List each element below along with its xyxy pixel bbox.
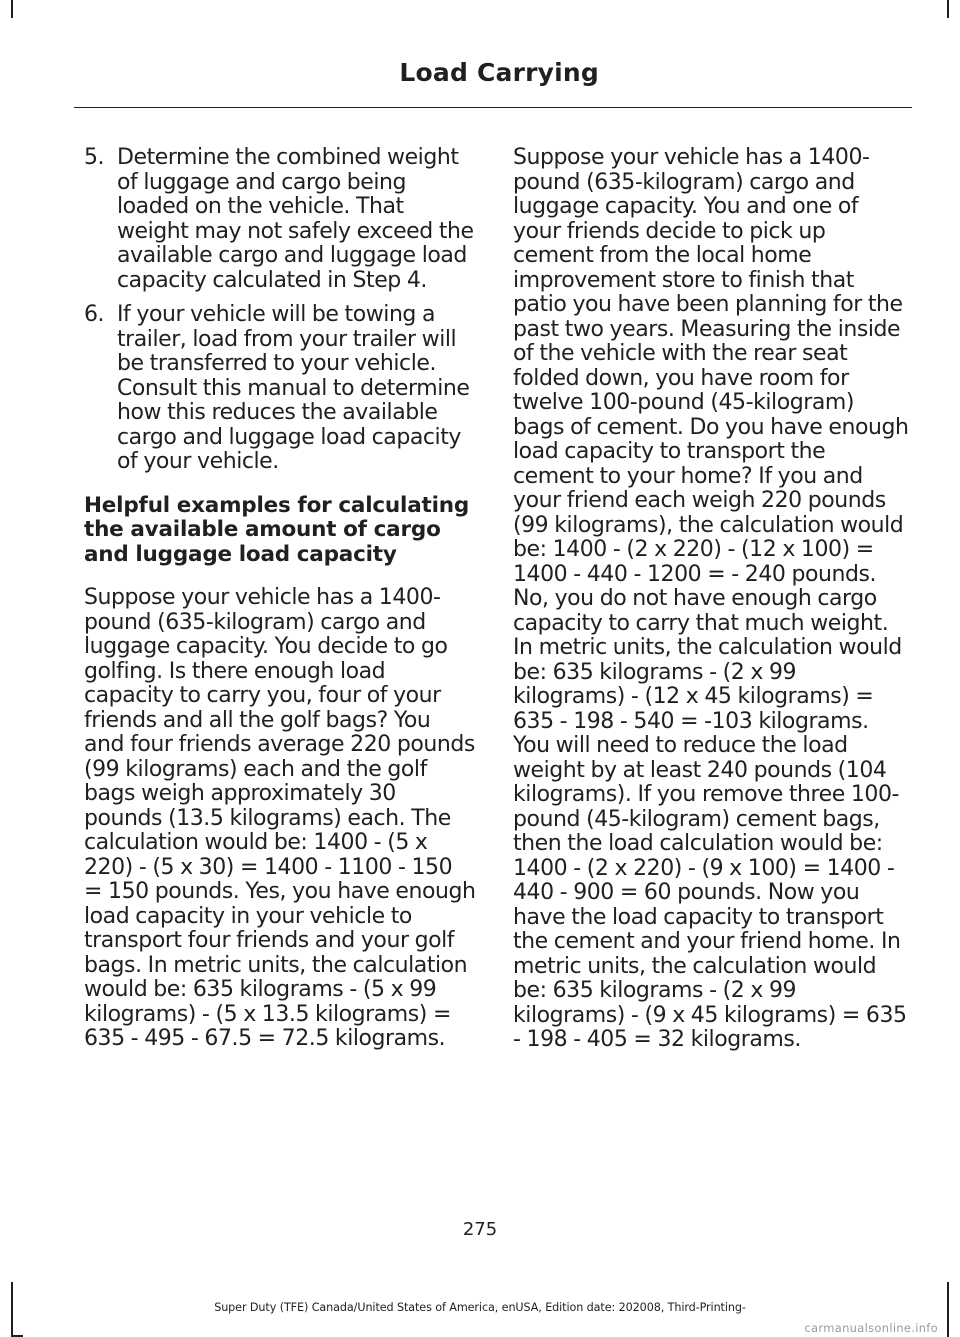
section-title: Load Carrying xyxy=(399,58,599,87)
step-list xyxy=(84,146,476,475)
step-text: If your vehicle will be towing a trailer, load from your trailer will be transferred to your vehicle. Consult this manual to determine how this reduces the available cargo and luggage load capacity of your vehicle. xyxy=(117,302,470,474)
step-number: 6. xyxy=(84,302,105,327)
left-column xyxy=(84,146,476,1052)
cement-example-paragraph: Suppose your vehicle has a 1400-pound (635-kilogram) cargo and luggage capacity. You and one of your friends decide to pick up cement from the local home improvement store to finish that patio you have been planning for the past two years. Measuring the inside of the vehicle with the rear seat folded down, you have room for twelve 100-pound (45-kilogram) bags of cement. Do you have enough load capacity to transport the cement to your home? If you and your friend each weigh 220 pounds (99 kilograms), the calculation would be: 1400 - (2 x 220) - (12 x 100) = 1400 - 440 - 1200 = - 240 pounds. No, you do not have enough cargo capacity to carry that much weight. In metric units, the calculation would be: 635 kilograms - (2 x 99 kilograms) - (12 x 45 kilograms) = 635 - 198 - 540 = -103 kilograms. You will need to reduce the load weight by at least 240 pounds (104 kilograms). If you remove three 100-pound (45-kilogram) cement bags, then the load calculation would be: 1400 - (2 x 220) - (9 x 100) = 1400 - 440 - 900 = 60 pounds. Now you have the load capacity to transport the cement and your friend home. In metric units, the calculation would be: 635 kilograms - (2 x 99 kilograms) - (9 x 45 kilograms) = 635 - 198 - 405 = 32 kilograms. xyxy=(513,145,909,1052)
footer-edition-text: Super Duty (TFE) Canada/United States of America, enUSA, Edition date: 202008, Third-Printing- xyxy=(214,1301,746,1314)
crop-mark-top-left xyxy=(11,0,13,18)
list-item xyxy=(84,146,476,293)
header-divider xyxy=(74,107,912,108)
right-column xyxy=(513,146,909,1053)
page-number: 275 xyxy=(462,1219,498,1240)
list-item xyxy=(84,303,476,475)
watermark: carmanualsonline.info xyxy=(804,1321,938,1335)
step-number: 5. xyxy=(84,145,105,170)
golf-example-paragraph: Suppose your vehicle has a 1400-pound (635-kilogram) cargo and luggage capacity. You decide to go golfing. Is there enough load capacity to carry you, four of your friends and all the golf bags? You and four friends average 220 pounds (99 kilograms) each and the golf bags weigh approximately 30 pounds (13.5 kilograms) each. The calculation would be: 1400 - (5 x 220) - (5 x 30) = 1400 - 1100 - 150 = 150 pounds. Yes, you have enough load capacity in your vehicle to transport four friends and your golf bags. In metric units, the calculation would be: 635 kilograms - (5 x 99 kilograms) - (5 x 13.5 kilograms) = 635 - 495 - 67.5 = 72.5 kilograms. xyxy=(84,585,476,1051)
subheading: Helpful examples for calculating the available amount of cargo and luggage load capacity xyxy=(84,492,470,567)
step-text: Determine the combined weight of luggage and cargo being loaded on the vehicle. That weight may not safely exceed the available cargo and luggage load capacity calculated in Step 4. xyxy=(117,145,474,293)
crop-mark-top-right xyxy=(947,0,949,18)
